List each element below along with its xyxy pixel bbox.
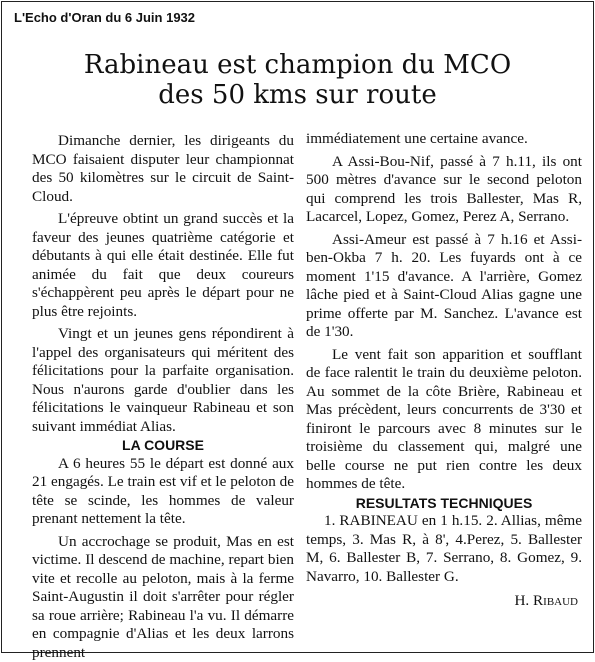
- left-column: [32, 132, 294, 662]
- subheading-la-course: LA COURSE: [32, 436, 294, 455]
- source-line: L'Echo d'Oran du 6 Juin 1932: [14, 10, 195, 25]
- paragraph: A 6 heures 55 le départ est donné aux 21 engagés. Le train est vif et le peloton de tête se scinde, les hommes de valeur prenant nettement la tête.: [32, 455, 294, 529]
- headline-line-2: des 50 kms sur route: [2, 80, 593, 110]
- paragraph: Un accrochage se produit, Mas en est victime. Il descend de machine, repart bien vite et recolle au peloton, mais à la ferme Saint-Augustin il doit s'arrêter pour régler sa roue arrière; Rabineau l'a vu. Il démarre en compagnie d'Alias et les deux larrons prennent: [32, 533, 294, 662]
- results-list: 1. RABINEAU en 1 h.15. 2. Allias, même temps, 3. Mas R, à 8', 4.Perez, 5. Ballester M, 6. Ballester B, 7. Serrano, 8. Gomez, 9. Navarro, 10. Ballester G.: [306, 512, 582, 586]
- paragraph: A Assi-Bou-Nif, passé à 7 h.11, ils ont 500 mètres d'avance sur le second peloton qui comprend les trois Ballester, Mas R, Lacarcel, Lopez, Gomez, Perez A, Serrano.: [306, 153, 582, 227]
- paragraph: Assi-Ameur est passé à 7 h.16 et Assi-ben-Okba 7 h. 20. Les fuyards ont à ce moment 1'15 d'avance. A l'arrière, Gomez lâche pied et à Saint-Cloud Alias gagne une prime offerte par M. Sanchez. L'avance est de 1'30.: [306, 231, 582, 342]
- author-signature: H. Ribaud: [306, 592, 582, 611]
- headline-line-1: Rabineau est champion du MCO: [2, 50, 593, 80]
- paragraph: Le vent fait son apparition et soufflant de face ralentit le train du deuxième peloton. Au sommet de la côte Brière, Rabineau et Mas précèdent, leurs concurrents de 3'30 et finiront le parcours avec 8 minutes sur le troisième du classement qui, malgré une belle course ne put rien contre les deux hommes de tête.: [306, 346, 582, 494]
- paragraph: Dimanche dernier, les dirigeants du MCO faisaient disputer leur championnat des 50 kilomètres sur le circuit de Saint-Cloud.: [32, 132, 294, 206]
- paragraph: immédiatement une certaine avance.: [306, 130, 582, 149]
- right-column: [306, 130, 582, 611]
- paragraph: Vingt et un jeunes gens répondirent à l'appel des organisateurs qui méritent des félicitations pour la parfaite organisation. Nous n'aurons garde d'oublier dans les félicitations le vainqueur Rabineau et son suivant immédiat Alias.: [32, 325, 294, 436]
- paragraph: L'épreuve obtint un grand succès et la faveur des jeunes quatrième catégorie et débutants à qui elle était destinée. Elle fut animée du fait que deux coureurs s'échappèrent peu après le départ pour ne plus être rejoints.: [32, 210, 294, 321]
- newspaper-clipping: [1, 1, 594, 653]
- headline: [2, 50, 593, 110]
- subheading-resultats-techniques: RESULTATS TECHNIQUES: [306, 494, 582, 513]
